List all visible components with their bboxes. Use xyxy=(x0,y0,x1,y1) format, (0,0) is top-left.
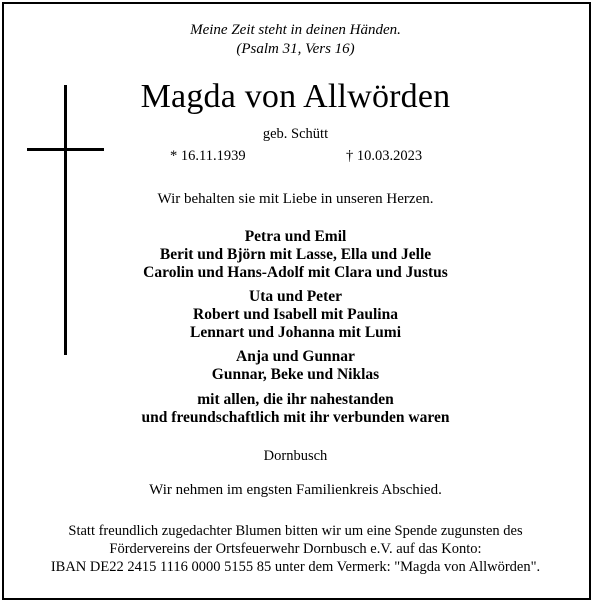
mourner-line: Robert und Isabell mit Paulina xyxy=(193,306,398,323)
mourner-line: und freundschaftlich mit ihr verbunden waren xyxy=(141,409,450,426)
birth-date: * 16.11.1939 xyxy=(170,148,246,164)
maiden-name: geb. Schütt xyxy=(262,126,329,142)
motto-line-1: Meine Zeit steht in deinen Händen. xyxy=(190,22,401,38)
mourner-line: Berit und Björn mit Lasse, Ella und Jelle xyxy=(159,246,432,263)
donation-line-3: IBAN DE22 2415 1116 0000 5155 85 unter dem Vermerk: "Magda von Allwörden". xyxy=(50,559,541,575)
cross-icon-horizontal xyxy=(27,148,104,151)
mourner-line: Uta und Peter xyxy=(249,288,342,305)
motto-line-2: (Psalm 31, Vers 16) xyxy=(236,41,355,57)
farewell-text: Wir nehmen im engsten Familienkreis Abschied. xyxy=(149,482,442,498)
donation-line-2: Fördervereins der Ortsfeuerwehr Dornbusch e.V. auf das Konto: xyxy=(109,541,482,557)
mourner-line: Carolin und Hans-Adolf mit Clara und Justus xyxy=(143,264,448,281)
mourner-line: Gunnar, Beke und Niklas xyxy=(211,366,380,383)
intro-text: Wir behalten sie mit Liebe in unseren Herzen. xyxy=(157,191,434,207)
deceased-name: Magda von Allwörden xyxy=(140,78,451,115)
mourner-line: Anja und Gunnar xyxy=(236,348,355,365)
mourner-line: mit allen, die ihr nahestanden xyxy=(197,391,394,408)
mourner-line: Lennart und Johanna mit Lumi xyxy=(189,324,402,341)
death-date: † 10.03.2023 xyxy=(346,148,423,164)
mourner-line: Petra und Emil xyxy=(244,228,347,245)
place-text: Dornbusch xyxy=(263,448,328,464)
donation-line-1: Statt freundlich zugedachter Blumen bitten wir um eine Spende zugunsten des xyxy=(68,523,523,539)
